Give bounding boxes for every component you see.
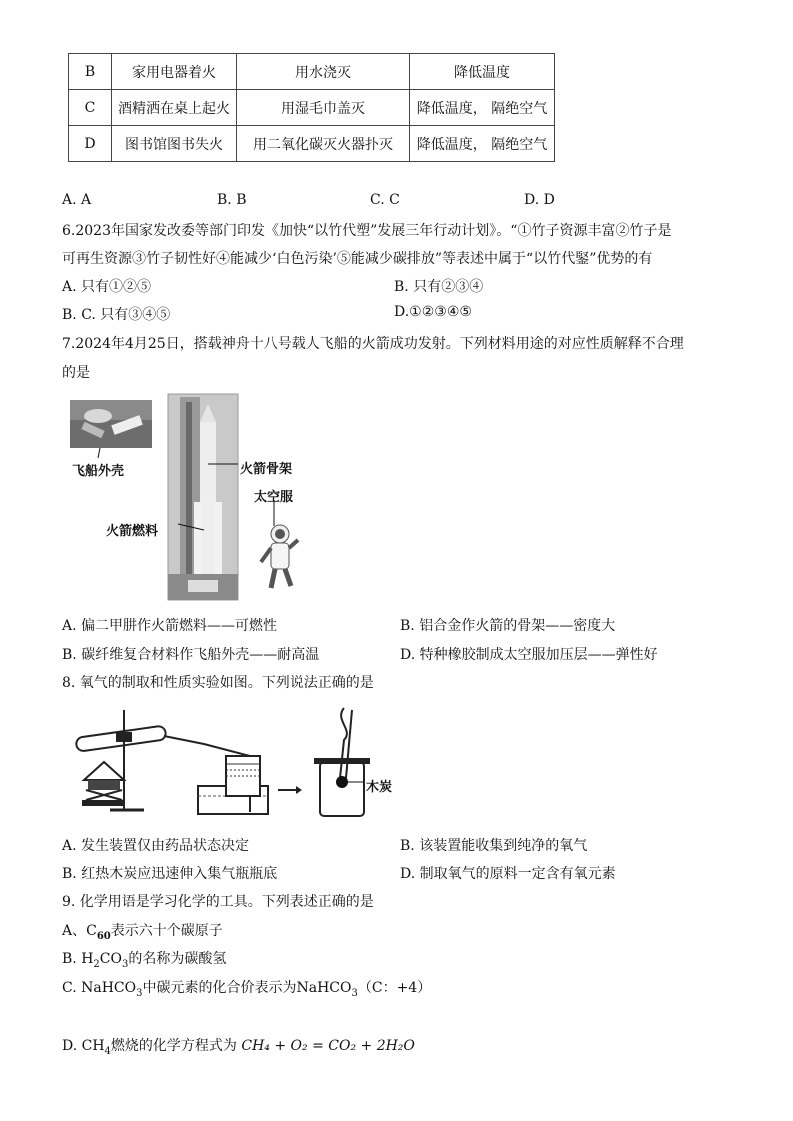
row-method: 用水浇灭: [237, 54, 410, 90]
row-principle: 降低温度， 隔绝空气: [410, 90, 555, 126]
q5-option-d[interactable]: D. D: [524, 192, 555, 208]
row-principle: 降低温度: [410, 54, 555, 90]
q7-option-a[interactable]: A. 偏二甲肼作火箭燃料——可燃性: [62, 618, 278, 634]
oxygen-apparatus-figure: [64, 700, 404, 820]
q8-option-d[interactable]: D. 制取氧气的原料一定含有氧元素: [400, 866, 616, 882]
q6-stem-line2: 可再生资源③竹子韧性好④能减少‘白色污染’⑤能减少碳排放”等表述中属于“以竹代鋻”优势的有: [62, 251, 653, 267]
q9-option-c[interactable]: C. NaHCO$_3$中碳元素的化合价表示为NaHCO$_3$（C：+4）: [62, 980, 432, 999]
q5-option-a[interactable]: A. A: [62, 192, 92, 208]
q9-stem: 9. 化学用语是学习化学的工具。下列表述正确的是: [62, 894, 374, 910]
q5-option-b[interactable]: B. B: [217, 192, 247, 208]
q9-option-a[interactable]: A、$C_{60}$表示六十个碳原子: [62, 923, 223, 942]
q9-option-d[interactable]: D. $CH_4$燃烧的化学方程式为 CH₄ + O₂ = CO₂ + 2H₂O: [62, 1038, 415, 1057]
table-row: [69, 54, 555, 90]
q6-option-c[interactable]: B. C. 只有③④⑤: [62, 307, 171, 323]
q8-option-b[interactable]: B. 该装置能收集到纯净的氧气: [400, 838, 588, 854]
row-letter: D: [69, 126, 112, 162]
q7-option-d[interactable]: D. 特种橡胶制成太空服加压层——弹性好: [400, 647, 658, 663]
row-method: 用湿毛巾盖灭: [237, 90, 410, 126]
label-rocket-frame: 火箭骨架: [240, 462, 293, 477]
q6-option-a[interactable]: A. 只有①②⑤: [62, 279, 152, 295]
label-charcoal: 木炭: [366, 780, 393, 795]
row-letter: B: [69, 54, 112, 90]
q6-option-d[interactable]: D.①②③④⑤: [394, 304, 472, 320]
q8-stem: 8. 氧气的制取和性质实验如图。下列说法正确的是: [62, 675, 374, 691]
q7-option-b[interactable]: B. 铝合金作火箭的骨架——密度大: [400, 618, 616, 634]
q7-stem-line1: 7.2024年4月25日，搭载神舟十八号载人飞船的火箭成功发射。下列材料用途的对应性质解释不合理: [62, 336, 684, 352]
q7-stem-line2: 的是: [62, 365, 90, 381]
ch4-combustion-equation: CH₄ + O₂ = CO₂ + 2H₂O: [241, 1038, 415, 1054]
q8-option-a[interactable]: A. 发生装置仅由药品状态决定: [62, 838, 250, 854]
row-scenario: 图书馆图书失火: [112, 126, 237, 162]
q6-stem-line1: 6.2023年国家发改委等部门印发《加快“以竹代塑”发展三年行动计划》。“①竹子资源丰富②竹子是: [62, 223, 672, 239]
row-scenario: 酒精洒在桌上起火: [112, 90, 237, 126]
fire-method-table: [68, 53, 555, 162]
q7-option-c[interactable]: B. 碳纤维复合材料作飞船外壳——耐高温: [62, 647, 320, 663]
row-scenario: 家用电器着火: [112, 54, 237, 90]
row-method: 用二氧化碳灭火器扑灭: [237, 126, 410, 162]
table-row: [69, 90, 555, 126]
row-letter: C: [69, 90, 112, 126]
q5-option-c[interactable]: C. C: [370, 192, 400, 208]
table-row: [69, 126, 555, 162]
q8-option-c[interactable]: B. 红热木炭应迅速伸入集气瓶瓶底: [62, 866, 278, 882]
label-rocket-fuel: 火箭燃料: [106, 524, 159, 539]
label-space-suit: 太空服: [254, 490, 294, 505]
q6-option-b[interactable]: B. 只有②③④: [394, 279, 484, 295]
row-principle: 降低温度， 隔绝空气: [410, 126, 555, 162]
q9-option-b[interactable]: B. $H_2CO_3$的名称为碳酸氢: [62, 951, 227, 970]
label-ship-shell: 飞船外壳: [72, 464, 125, 479]
